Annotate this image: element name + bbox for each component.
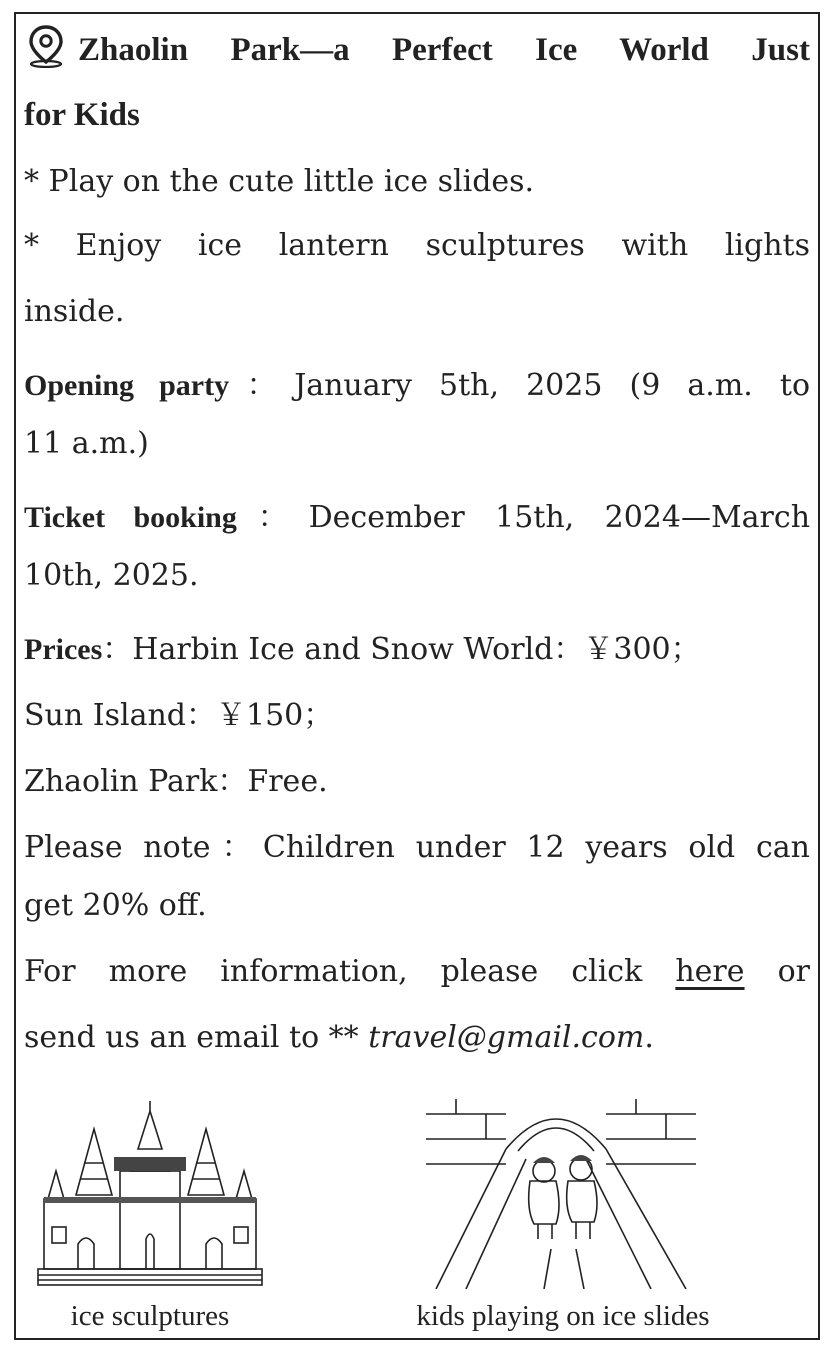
more-info-text: For more information, please click <box>24 954 676 989</box>
separator: ： <box>102 632 133 667</box>
prices-label: Prices <box>24 633 103 666</box>
more-info-line-1 <box>24 954 810 989</box>
ticket-booking-line-2: 10th, 2025. <box>24 558 199 593</box>
page-title: Zhaolin Park—a Perfect Ice World Just <box>78 32 810 68</box>
caption-ice-sculptures: ice sculptures <box>70 1300 230 1332</box>
price-harbin: Harbin Ice and Snow World：￥300； <box>132 632 701 667</box>
ticket-booking-line-1 <box>24 492 810 536</box>
opening-party-date: January 5th, 2025 (9 a.m. to <box>294 368 811 403</box>
opening-party-label: Opening party <box>24 369 230 402</box>
here-link[interactable]: here <box>675 954 745 989</box>
price-zhaolin: Zhaolin Park：Free. <box>24 764 328 799</box>
location-pin-icon <box>24 24 68 68</box>
title-line-1 <box>24 24 810 69</box>
separator: ： <box>229 368 295 403</box>
prices-line-1 <box>24 624 810 668</box>
ice-slide-illustration <box>426 1089 696 1289</box>
email-intro: send us an email to ** <box>24 1020 369 1055</box>
note-line-2: get 20% off. <box>24 888 207 923</box>
email-period: . <box>644 1020 654 1055</box>
bullet-lanterns: * Enjoy ice lantern sculptures with lights <box>24 228 810 263</box>
caption-kids-ice-slides: kids playing on ice slides <box>416 1300 710 1332</box>
poster <box>14 12 820 1340</box>
ticket-booking-label: Ticket booking <box>24 501 237 534</box>
price-sun-island: Sun Island：￥150； <box>24 698 334 733</box>
title-line-2: for Kids <box>24 97 140 133</box>
ice-sculpture-illustration <box>34 1099 266 1289</box>
bullet-slides: * Play on the cute little ice slides. <box>24 164 535 199</box>
more-info-or: or <box>744 954 810 989</box>
opening-party-line-2: 11 a.m.) <box>24 426 149 461</box>
bullet-lanterns-cont: inside. <box>24 294 125 329</box>
note-line-1: Please note：Children under 12 years old can <box>24 830 810 865</box>
ticket-booking-dates: December 15th, 2024—March <box>308 500 811 535</box>
email-address[interactable]: travel@gmail.com <box>368 1020 645 1055</box>
opening-party-line-1 <box>24 360 810 404</box>
more-info-line-2 <box>24 1020 810 1055</box>
separator: ： <box>236 500 309 535</box>
